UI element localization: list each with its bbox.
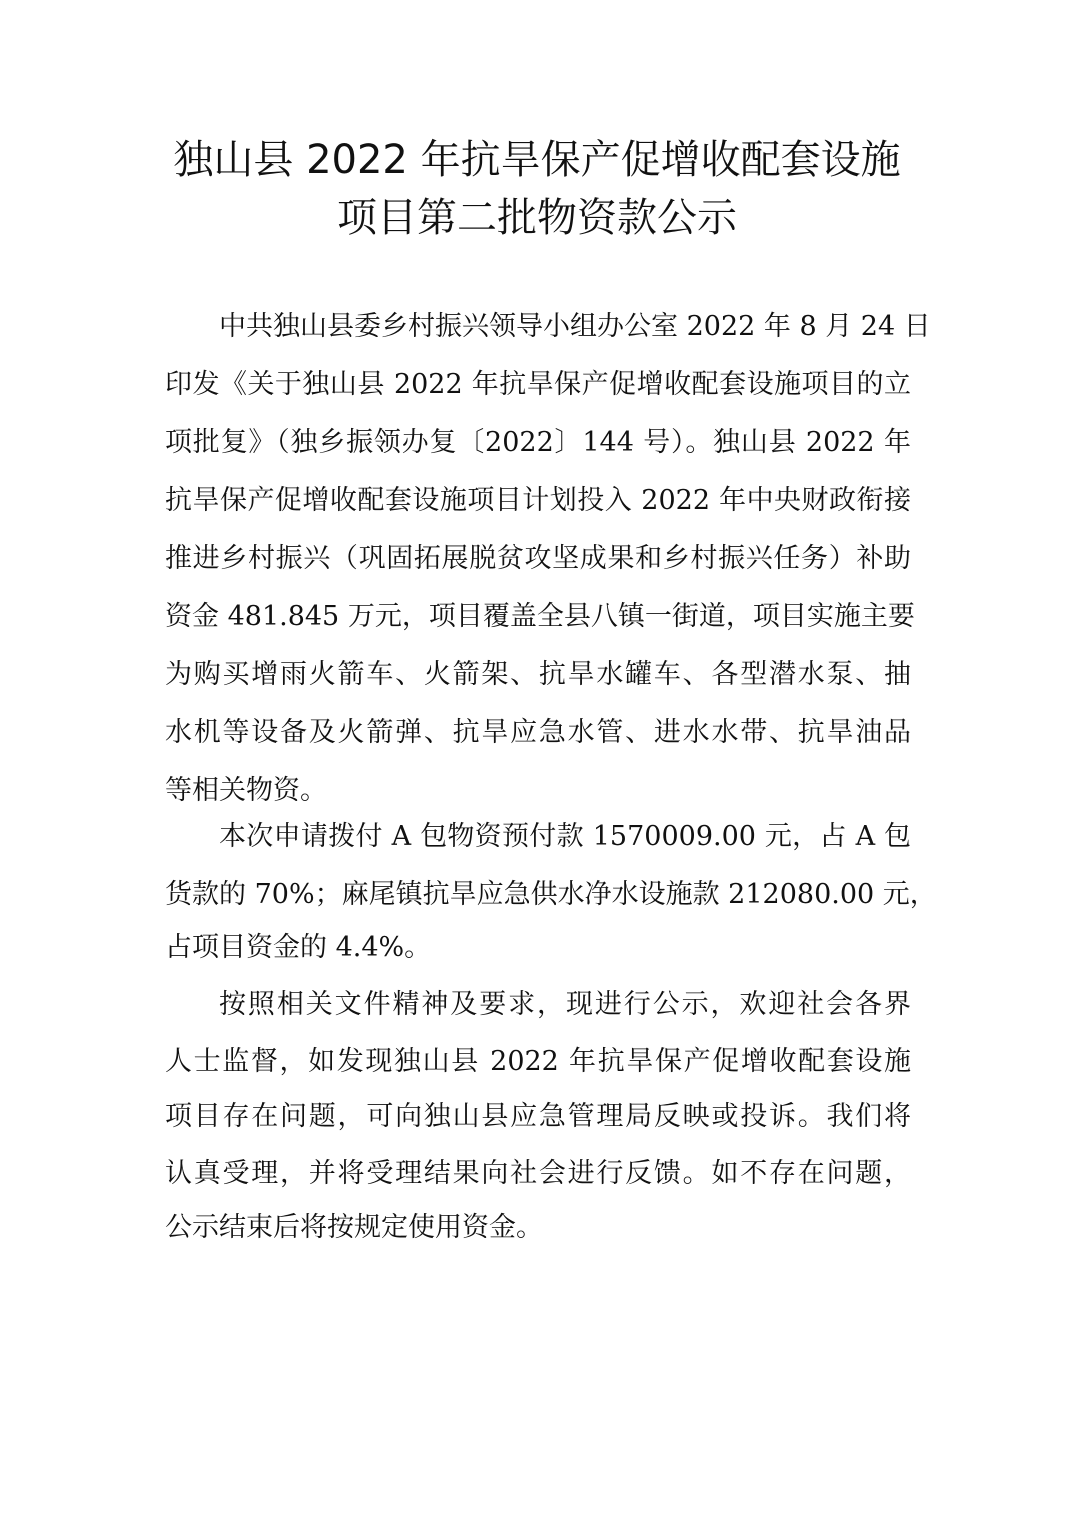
paragraph-2-line: 货款的 70%；麻尾镇抗旱应急供水净水设施款 212080.00 元， (165, 879, 937, 910)
paragraph-1-line: 抗旱保产促增收配套设施项目计划投入 2022 年中央财政衔接 (165, 485, 911, 516)
paragraph-1-line: 为购买增雨火箭车、火箭架、抗旱水罐车、各型潜水泵、抽 (165, 659, 911, 690)
paragraph-1-line: 印发《关于独山县 2022 年抗旱保产促增收配套设施项目的立 (165, 369, 911, 400)
document-title-line-1: 独山县 2022 年抗旱保产促增收配套设施 (173, 137, 901, 183)
paragraph-1-line: 中共独山县委乡村振兴领导小组办公室 2022 年 8 月 24 日 (219, 311, 931, 342)
paragraph-3-line: 项目存在问题，可向独山县应急管理局反映或投诉。我们将 (165, 1101, 911, 1132)
paragraph-1-line: 项批复》（独乡振领办复〔2022〕144 号）。独山县 2022 年 (165, 427, 911, 458)
document-title-line-2: 项目第二批物资款公示 (337, 195, 737, 241)
paragraph-1-line: 等相关物资。 (165, 775, 327, 806)
paragraph-2-line: 本次申请拨付 A 包物资预付款 1570009.00 元，占 A 包 (219, 821, 911, 852)
paragraph-3-line: 人士监督，如发现独山县 2022 年抗旱保产促增收配套设施 (165, 1046, 911, 1077)
paragraph-3-line: 公示结束后将按规定使用资金。 (165, 1212, 543, 1243)
paragraph-1-line: 资金 481.845 万元，项目覆盖全县八镇一街道，项目实施主要 (165, 601, 915, 632)
paragraph-3-line: 按照相关文件精神及要求，现进行公示，欢迎社会各界 (219, 989, 911, 1020)
paragraph-1-line: 水机等设备及火箭弹、抗旱应急水管、进水水带、抗旱油品 (165, 717, 911, 748)
paragraph-3-line: 认真受理，并将受理结果向社会进行反馈。如不存在问题， (165, 1158, 911, 1189)
paragraph-1-line: 推进乡村振兴（巩固拓展脱贫攻坚成果和乡村振兴任务）补助 (165, 543, 911, 574)
paragraph-2-line: 占项目资金的 4.4%。 (165, 932, 432, 963)
